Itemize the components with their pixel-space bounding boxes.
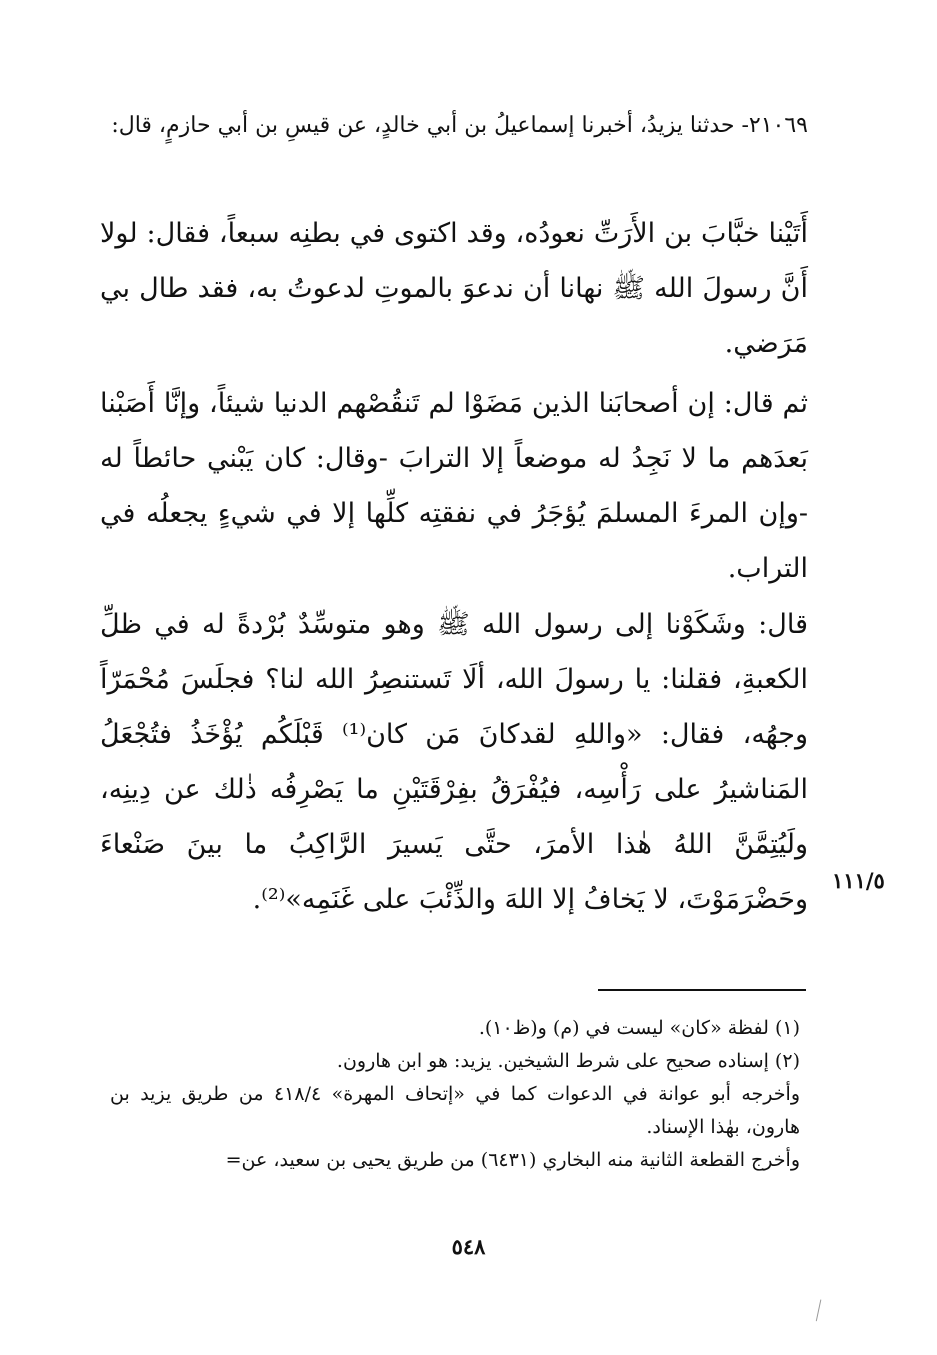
footnote-2-continuation-2: وأخرج القطعة الثانية منه البخاري (٦٤٣١) من طريق يحيى بن سعيد، عن= — [225, 1149, 800, 1171]
hadith-chain-header: ٢١٠٦٩- حدثنا يزيدُ، أخبرنا إسماعيلُ بن أبي خالدٍ، عن قيسِ بن أبي حازمٍ، قال: — [111, 113, 808, 138]
footnote-2-continuation: وأخرجه أبو عوانة في الدعوات كما في «إتحاف المهرة» ٤١٨/٤ من طريق يزيد بن هارون، بهٰذا الإسناد. — [110, 1083, 800, 1138]
footnotes — [110, 1012, 800, 1177]
margin-volume-page-reference: ١١١/٥ — [832, 868, 885, 893]
page-number: ٥٤٨ — [451, 1234, 486, 1259]
footnote-1: (١) لفظة «كان» ليست في (م) و(ظ١٠). — [478, 1017, 800, 1039]
footnote-separator — [598, 989, 806, 991]
hadith-paragraph-3: قال: وشَكَوْنا إلى رسول الله ﷺ وهو متوسِّدٌ بُرْدةً له في ظلِّ الكعبةِ، فقلنا: يا رسولَ الله، ألَا تَستنصِرُ الله لنا؟ فجلَسَ مُحْمَرّاً وجهُه، فقال: «واللهِ لقدكانَ مَن كان⁽¹⁾ قَبْلَكُم يُؤْخَذُ فتُجْعَلُ المَناشيرُ على رَأْسِه، فيُفْرَقُ بفِرْقَتَيْنِ ما يَصْرِفُه ذٰلك عن دِينِه، ولَيُتِمَّنَّ اللهُ هٰذا الأمرَ، حتَّى يَسيرَ الرَّاكِبُ ما بينَ صَنْعاءَ وحَضْرَمَوْتَ، لا يَخافُ إلا اللهَ والذِّئْبَ على غَنَمِه»⁽²⁾. — [100, 609, 808, 915]
scan-mark — [816, 1300, 827, 1323]
hadith-paragraph-1: أَتَيْنا خبَّابَ بن الأَرَتِّ نعودُه، وقد اكتوى في بطنِه سبعاً، فقال: لولا أَنَّ رسولَ الله ﷺ نهانا أن ندعوَ بالموتِ لدعوتُ به، فقد طال بي مَرَضي. — [100, 218, 808, 359]
footnote-2: (٢) إسناده صحيح على شرط الشيخين. يزيد: هو ابن هارون. — [336, 1050, 800, 1072]
hadith-paragraph-2: ثم قال: إن أصحابَنا الذين مَضَوْا لم تَنقُصْهم الدنيا شيئاً، وإنَّا أَصَبْنا بَعدَهم ما لا نَجِدُ له موضعاً إلا الترابَ -وقال: كان يَبْني حائطاً له -وإن المرءَ المسلمَ يُؤجَرُ في نفقتِه كلِّها إلا في شيءٍ يجعلُه في التراب. — [100, 388, 808, 584]
